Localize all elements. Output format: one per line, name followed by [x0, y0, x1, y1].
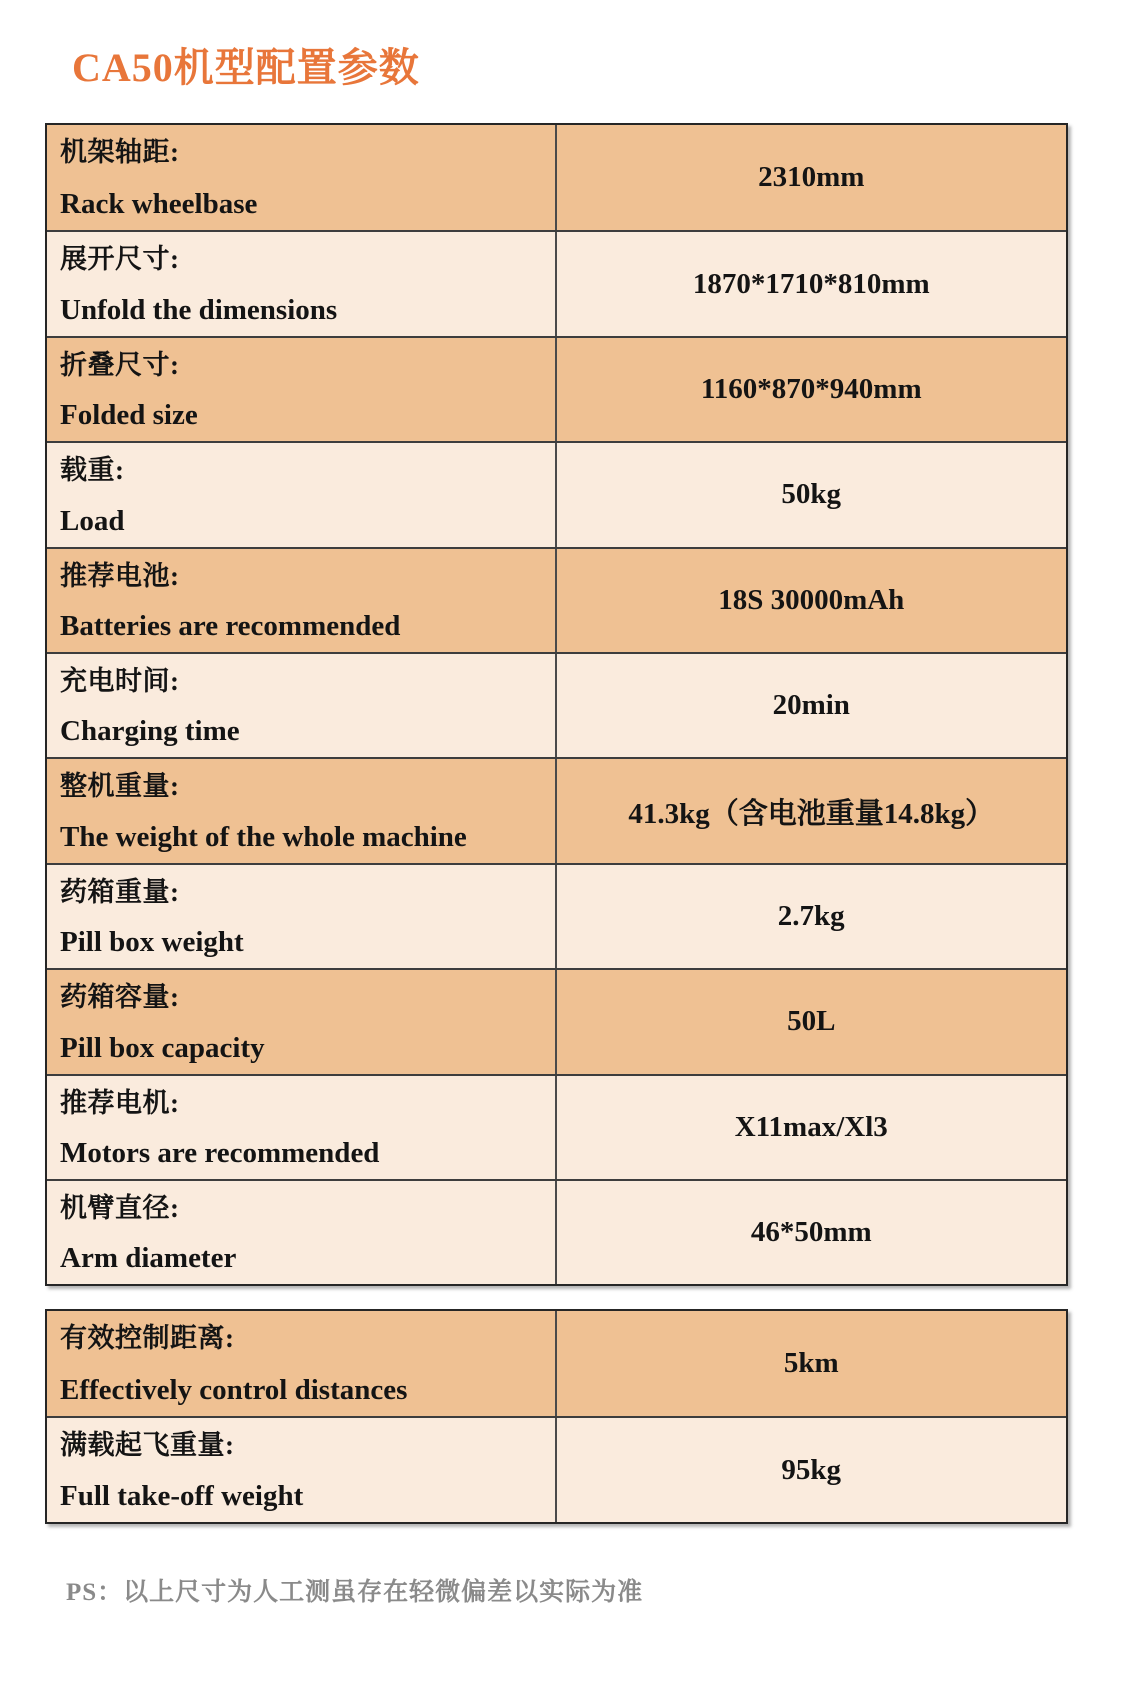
spec-label-cell — [47, 1181, 557, 1284]
spec-label-cell — [47, 549, 557, 652]
spec-label-en: Arm diameter — [60, 1242, 237, 1275]
spec-row-takeoff-weight — [47, 1416, 1066, 1521]
spec-value: 2310mm — [758, 161, 865, 194]
spec-value: 50kg — [781, 478, 842, 511]
spec-row-load — [47, 441, 1066, 546]
spec-value: 1870*1710*810mm — [692, 267, 930, 300]
spec-value-cell — [557, 1418, 1067, 1521]
spec-value: 5km — [783, 1347, 839, 1380]
ps-footnote: PS：以上尺寸为人工测虽存在轻微偏差以实际为准 — [66, 1579, 644, 1606]
spec-row-motors — [47, 1074, 1066, 1179]
spec-label-cell — [47, 865, 557, 968]
spec-label-zh: 整机重量: — [60, 771, 180, 802]
spec-value-cell — [557, 1311, 1067, 1416]
spec-value: 2.7kg — [777, 899, 845, 932]
spec-label-en: Full take-off weight — [60, 1479, 304, 1512]
spec-row-battery — [47, 547, 1066, 652]
spec-row-arm-diameter — [47, 1179, 1066, 1284]
spec-row-pillbox-capacity — [47, 968, 1066, 1073]
spec-label-en: Batteries are recommended — [60, 609, 401, 642]
spec-value-cell — [557, 1076, 1067, 1179]
spec-value-cell — [557, 549, 1067, 652]
spec-value-cell — [557, 865, 1067, 968]
spec-value: 41.3kg（含电池重量14.8kg） — [628, 797, 995, 830]
spec-label-cell — [47, 1076, 557, 1179]
spec-label-zh: 充电时间: — [60, 665, 180, 696]
spec-label-zh: 药箱容量: — [60, 982, 180, 1013]
spec-label-cell — [47, 443, 557, 546]
spec-label-zh: 折叠尺寸: — [60, 349, 180, 380]
spec-table-main — [45, 123, 1068, 1286]
spec-label-cell — [47, 970, 557, 1073]
spec-label-cell — [47, 125, 557, 230]
spec-label-zh: 推荐电池: — [60, 560, 180, 591]
spec-value-cell — [557, 654, 1067, 757]
spec-value: 46*50mm — [750, 1216, 872, 1249]
spec-row-pillbox-weight — [47, 863, 1066, 968]
spec-value-cell — [557, 970, 1067, 1073]
spec-label-en: Folded size — [60, 399, 198, 432]
spec-row-rack-wheelbase — [47, 125, 1066, 230]
spec-label-cell — [47, 232, 557, 335]
spec-label-zh: 满载起飞重量: — [60, 1430, 235, 1461]
spec-label-cell — [47, 338, 557, 441]
spec-value-cell — [557, 1181, 1067, 1284]
spec-label-en: Effectively control distances — [60, 1374, 408, 1407]
spec-label-zh: 载重: — [60, 455, 125, 486]
spec-value: 18S 30000mAh — [718, 583, 905, 616]
spec-label-zh: 展开尺寸: — [60, 244, 180, 275]
spec-label-cell — [47, 1311, 557, 1416]
spec-label-zh: 有效控制距离: — [60, 1323, 235, 1353]
spec-value: 95kg — [781, 1453, 842, 1486]
spec-label-en: Unfold the dimensions — [60, 293, 338, 326]
spec-label-zh: 药箱重量: — [60, 876, 180, 907]
spec-label-zh: 推荐电机: — [60, 1087, 180, 1118]
spec-table-flight — [45, 1309, 1068, 1524]
spec-value-cell — [557, 443, 1067, 546]
spec-label-en: Pill box weight — [60, 926, 244, 959]
spec-label-en: The weight of the whole machine — [60, 820, 467, 853]
spec-row-unfold-dimensions — [47, 230, 1066, 335]
spec-label-cell — [47, 1418, 557, 1521]
spec-value-cell — [557, 338, 1067, 441]
page-title: CA50机型配置参数 — [72, 45, 420, 90]
spec-row-charging-time — [47, 652, 1066, 757]
spec-label-en: Pill box capacity — [60, 1031, 265, 1064]
spec-label-zh: 机臂直径: — [60, 1192, 180, 1223]
spec-value-cell — [557, 125, 1067, 230]
spec-label-cell — [47, 759, 557, 862]
spec-label-en: Charging time — [60, 715, 240, 748]
spec-label-en: Motors are recommended — [60, 1136, 380, 1169]
spec-value: 1160*870*940mm — [700, 372, 922, 405]
spec-value: 50L — [787, 1005, 836, 1038]
spec-row-control-distance — [47, 1311, 1066, 1416]
spec-label-cell — [47, 654, 557, 757]
spec-row-machine-weight — [47, 757, 1066, 862]
spec-label-zh: 机架轴距: — [60, 137, 180, 167]
spec-value: X11max/Xl3 — [734, 1110, 888, 1143]
spec-label-en: Load — [60, 504, 125, 537]
spec-row-folded-size — [47, 336, 1066, 441]
spec-value-cell — [557, 759, 1067, 862]
spec-value: 20min — [772, 689, 850, 722]
spec-value-cell — [557, 232, 1067, 335]
spec-label-en: Rack wheelbase — [60, 188, 258, 221]
